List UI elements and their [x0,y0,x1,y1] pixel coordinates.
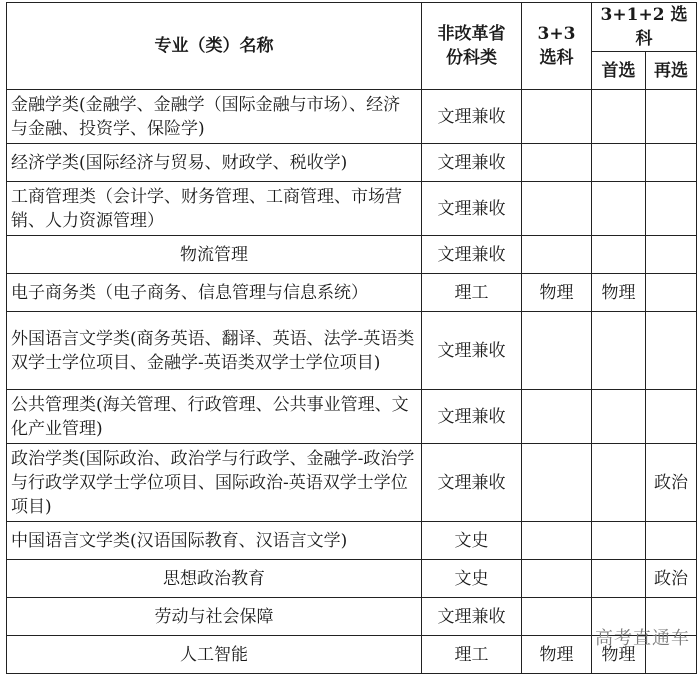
table-row [7,444,697,522]
table-row [7,274,697,312]
cell-3-3-subject [522,144,592,182]
cell-3-3-subject [522,444,592,522]
cell-major-name: 经济学类(国际经济与贸易、财政学、税收学) [7,144,422,182]
cell-major-name: 政治学类(国际政治、政治学与行政学、金融学-政治学与行政学双学士学位项目、国际政治-英语双学士学位项目) [7,444,422,522]
table-row [7,182,697,236]
cell-first-choice [592,144,646,182]
cell-major-name: 工商管理类（会计学、财务管理、工商管理、市场营销、人力资源管理） [7,182,422,236]
cell-3-3-subject [522,522,592,560]
table-body [7,90,697,674]
cell-major-name: 电子商务类（电子商务、信息管理与信息系统） [7,274,422,312]
cell-first-choice [592,236,646,274]
cell-second-choice [646,274,697,312]
cell-major-name: 思想政治教育 [7,560,422,598]
table-row [7,636,697,674]
cell-first-choice: 物理 [592,274,646,312]
cell-major-name: 外国语言文学类(商务英语、翻译、英语、法学-英语类双学士学位项目、金融学-英语类双学士学位项目) [7,312,422,390]
cell-3-3-subject [522,236,592,274]
cell-category: 理工 [422,274,522,312]
cell-category: 理工 [422,636,522,674]
cell-3-3-subject [522,312,592,390]
cell-major-name: 公共管理类(海关管理、行政管理、公共事业管理、文化产业管理) [7,390,422,444]
cell-second-choice [646,144,697,182]
header-non-reform-text: 非改革省份科类 [437,24,506,68]
cell-first-choice: 物理 [592,636,646,674]
table-row [7,236,697,274]
cell-category: 文理兼收 [422,182,522,236]
header-3-3-text: 3+3选科 [537,24,576,68]
cell-3-3-subject [522,598,592,636]
cell-major-name: 金融学类(金融学、金融学（国际金融与市场）、经济与金融、投资学、保险学) [7,90,422,144]
cell-first-choice [592,522,646,560]
header-3-1-2: 3+1+2 选科 [592,3,697,52]
cell-first-choice [592,90,646,144]
cell-major-name: 中国语言文学类(汉语国际教育、汉语言文学) [7,522,422,560]
cell-3-3-subject [522,560,592,598]
cell-first-choice [592,182,646,236]
table-row [7,598,697,636]
table-row [7,522,697,560]
cell-second-choice [646,312,697,390]
cell-major-name: 物流管理 [7,236,422,274]
cell-category: 文理兼收 [422,390,522,444]
cell-category: 文理兼收 [422,144,522,182]
cell-category: 文史 [422,522,522,560]
cell-second-choice [646,182,697,236]
cell-major-name: 劳动与社会保障 [7,598,422,636]
cell-3-3-subject [522,390,592,444]
cell-second-choice: 政治 [646,444,697,522]
header-non-reform [422,3,522,90]
cell-second-choice [646,390,697,444]
cell-category: 文理兼收 [422,236,522,274]
header-3-3 [522,3,592,90]
watermark: 高考直通车 [595,628,690,649]
cell-category: 文理兼收 [422,90,522,144]
cell-major-name: 人工智能 [7,636,422,674]
cell-3-3-subject: 物理 [522,636,592,674]
header-major-name: 专业（类）名称 [7,3,422,90]
cell-second-choice [646,90,697,144]
table-row [7,390,697,444]
cell-category: 文理兼收 [422,598,522,636]
cell-category: 文理兼收 [422,312,522,390]
cell-category: 文史 [422,560,522,598]
cell-first-choice [592,444,646,522]
table-row [7,560,697,598]
cell-3-3-subject [522,90,592,144]
cell-second-choice [646,522,697,560]
cell-category: 文理兼收 [422,444,522,522]
header-second-choice: 再选 [646,52,697,90]
table-row [7,312,697,390]
cell-first-choice [592,312,646,390]
table-row [7,144,697,182]
cell-second-choice [646,236,697,274]
cell-first-choice [592,390,646,444]
header-first-choice: 首选 [592,52,646,90]
cell-second-choice: 政治 [646,560,697,598]
admission-subject-table [6,2,697,674]
cell-3-3-subject: 物理 [522,274,592,312]
cell-3-3-subject [522,182,592,236]
cell-first-choice [592,560,646,598]
table-row [7,90,697,144]
